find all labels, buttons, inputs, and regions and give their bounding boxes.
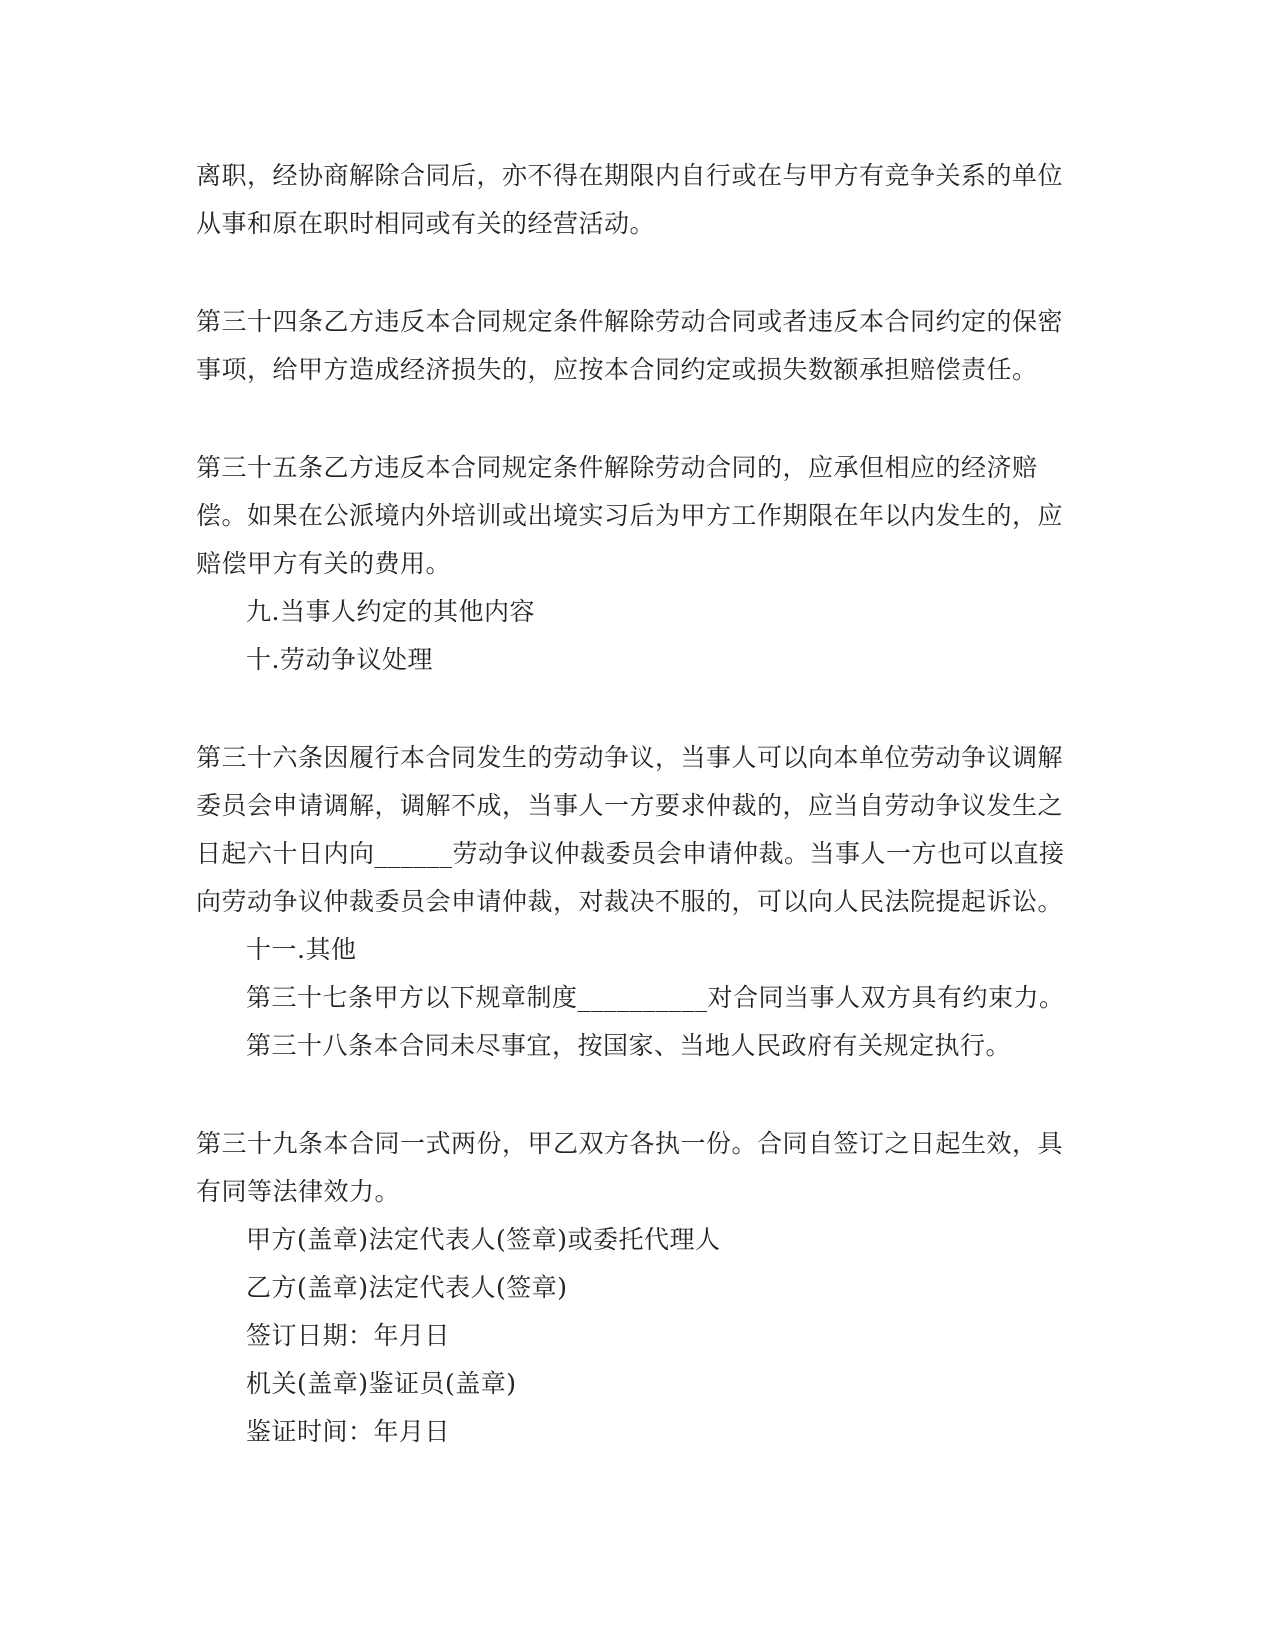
section-heading-9: 九.当事人约定的其他内容	[246, 597, 535, 626]
paragraph-article-34: 第三十四条乙方违反本合同规定条件解除劳动合同或者违反本合同约定的保密事项，给甲方造成经济损失的，应按本合同约定或损失数额承担赔偿责任。	[196, 307, 1064, 384]
section-heading-10: 十.劳动争议处理	[246, 645, 433, 674]
paragraph-article-36: 第三十六条因履行本合同发生的劳动争议，当事人可以向本单位劳动争议调解委员会申请调解，调解不成，当事人一方要求仲裁的，应当自劳动争议发生之日起六十日内向______劳动争议仲裁委员会申请仲裁。当事人一方也可以直接向劳动争议仲裁委员会申请仲裁，对裁决不服的，可以向人民法院提起诉讼。	[196, 743, 1065, 916]
signing-date: 签订日期：年月日	[246, 1321, 451, 1350]
signature-party-b: 乙方(盖章)法定代表人(签章)	[246, 1273, 568, 1302]
section-heading-11: 十一.其他	[246, 935, 357, 964]
paragraph-article-38: 第三十八条本合同未尽事宜，按国家、当地人民政府有关规定执行。	[246, 1031, 1012, 1060]
paragraph-article-37: 第三十七条甲方以下规章制度__________对合同当事人双方具有约束力。	[246, 983, 1065, 1012]
document-body	[196, 152, 1086, 1456]
authentication-date: 鉴证时间：年月日	[246, 1417, 451, 1446]
authentication-office: 机关(盖章)鉴证员(盖章)	[246, 1369, 517, 1398]
paragraph-resignation-clause: 离职，经协商解除合同后，亦不得在期限内自行或在与甲方有竞争关系的单位从事和原在职时相同或有关的经营活动。	[196, 161, 1064, 238]
paragraph-article-39: 第三十九条本合同一式两份，甲乙双方各执一份。合同自签订之日起生效，具有同等法律效力。	[196, 1129, 1064, 1206]
signature-party-a: 甲方(盖章)法定代表人(签章)或委托代理人	[246, 1225, 721, 1254]
paragraph-article-35: 第三十五条乙方违反本合同规定条件解除劳动合同的，应承但相应的经济赔偿。如果在公派境内外培训或出境实习后为甲方工作期限在年以内发生的，应赔偿甲方有关的费用。	[196, 453, 1064, 578]
